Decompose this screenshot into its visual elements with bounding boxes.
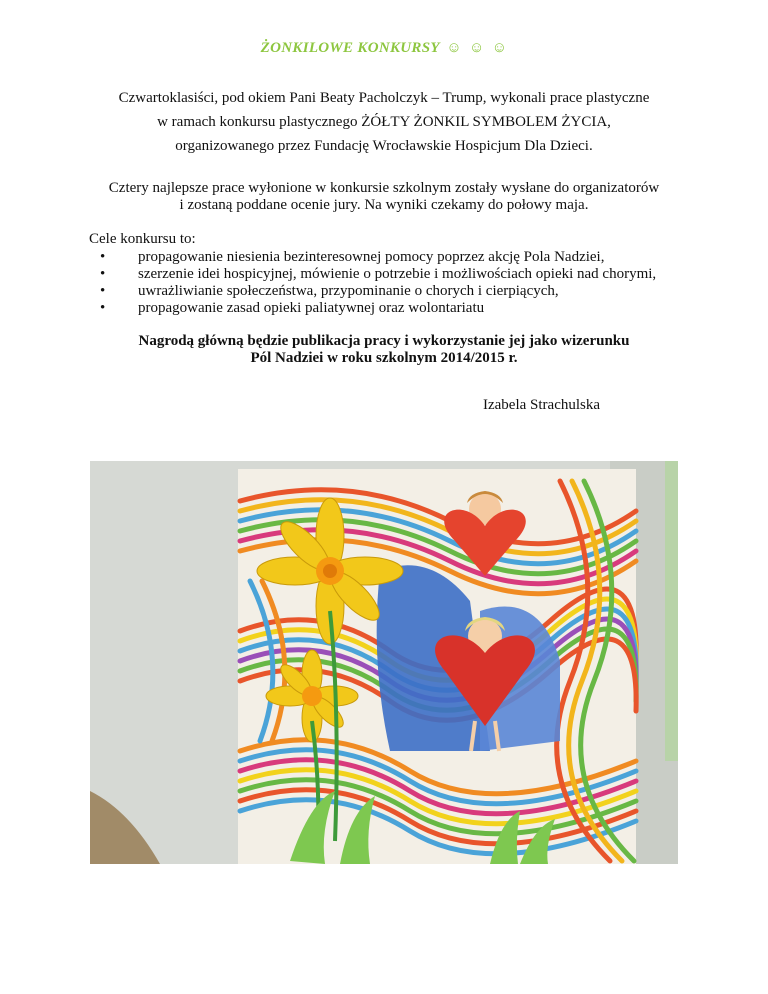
goals-list (100, 249, 656, 317)
prize-line-2: Pól Nadziei w roku szkolnym 2014/2015 r. (250, 350, 518, 366)
intro-line-3: organizowanego przez Fundację Wrocławskie Hospicjum Dla Dzieci. (175, 138, 593, 154)
results-line-1: Cztery najlepsze prace wyłonione w konkursie szkolnym zostały wysłane do organizatorów (108, 180, 660, 196)
bullet-icon: • (100, 283, 106, 299)
goal-text: propagowanie niesienia bezinteresownej pomocy poprzez akcję Pola Nadziei, (138, 249, 605, 265)
goals-heading: Cele konkursu to: (89, 231, 196, 247)
goal-text: propagowanie zasad opieki paliatywnej oraz wolontariatu (138, 300, 485, 316)
list-item (100, 249, 656, 266)
bullet-icon: • (100, 249, 106, 265)
intro-line-1: Czwartoklasiści, pod okiem Pani Beaty Pacholczyk – Trump, wykonali prace plastyczne (118, 90, 650, 106)
goal-text: uwrażliwianie społeczeństwa, przypominanie o chorych i cierpiących, (138, 283, 559, 299)
document-title (0, 40, 768, 57)
list-item (100, 300, 656, 317)
smiley-icon: ☺ (446, 40, 462, 56)
list-item (100, 266, 656, 283)
results-line-2: i zostaną poddane ocenie jury. Na wyniki czekamy do połowy maja. (179, 197, 589, 213)
prize-line-1: Nagrodą główną będzie publikacja pracy i wykorzystanie jej jako wizerunku (138, 333, 630, 349)
bullet-icon: • (100, 300, 106, 316)
intro-line-2: w ramach konkursu plastycznego ŻÓŁTY ŻONKIL SYMBOLEM ŻYCIA, (157, 114, 611, 130)
author-signature: Izabela Strachulska (483, 397, 601, 413)
list-item (100, 283, 656, 300)
goal-text: szerzenie idei hospicyjnej, mówienie o potrzebie i możliwościach opieki nad chorymi, (138, 266, 657, 282)
smiley-icon: ☺ (491, 40, 508, 56)
bullet-icon: • (100, 266, 106, 282)
smiley-icon: ☺ (469, 40, 485, 56)
title-text: ŻONKILOWE KONKURSY (260, 40, 440, 56)
artwork-photo (90, 461, 678, 864)
